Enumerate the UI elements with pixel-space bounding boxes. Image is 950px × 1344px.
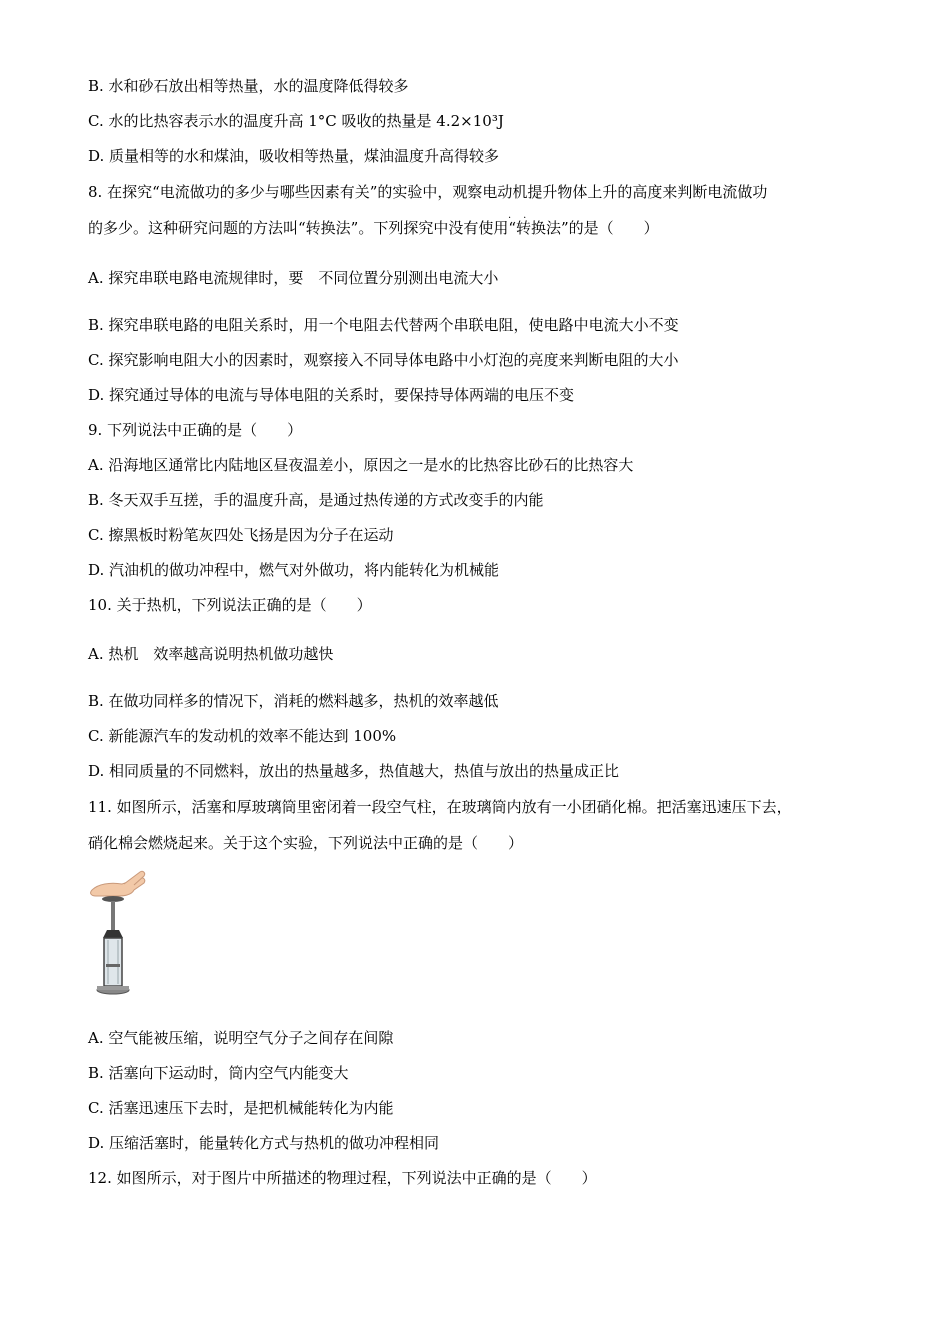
q10-option-d: D. 相同质量的不同燃料，放出的热量越多，热值越大，热值与放出的热量成正比 — [88, 762, 620, 780]
q7-option-d: D. 质量相等的水和煤油，吸收相等热量，煤油温度升高得较多 — [88, 147, 500, 165]
q10-option-c: C. 新能源汽车的发动机的效率不能达到 100% — [88, 727, 397, 745]
q7-option-b: B. 水和砂石放出相等热量，水的温度降低得较多 — [88, 77, 409, 95]
q11-stem-line-2: 硝化棉会燃烧起来。关于这个实验，下列说法中正确的是（ ） — [88, 834, 524, 852]
q8-option-b: B. 探究串联电路的电阻关系时，用一个电阻去代替两个串联电阻，使电路中电流大小不变 — [88, 316, 679, 334]
q9-stem: 9. 下列说法中正确的是（ ） — [88, 421, 303, 439]
q9-option-a: A. 沿海地区通常比内陆地区昼夜温差小，原因之一是水的比热容比砂石的比热容大 — [88, 456, 634, 474]
q8-stem-line-2: 的多少。这种研究问题的方法叫“转换法”。下列探究中没有使用“转换法”的是（ ） — [88, 219, 659, 237]
q9-option-d: D. 汽油机的做功冲程中，燃气对外做功，将内能转化为机械能 — [88, 561, 500, 579]
q9-option-b: B. 冬天双手互搓，手的温度升高，是通过热传递的方式改变手的内能 — [88, 491, 544, 509]
q12-stem: 12. 如图所示，对于图片中所描述的物理过程，下列说法中正确的是（ ） — [88, 1169, 597, 1187]
q8-stem-line-1: 8. 在探究“电流做功的多少与哪些因素有关”的实验中，观察电动机提升物体上升的高度来判断电流做功 — [88, 183, 768, 201]
q11-option-d: D. 压缩活塞时，能量转化方式与热机的做功冲程相同 — [88, 1134, 440, 1152]
q8-option-c: C. 探究影响电阻大小的因素时，观察接入不同导体电路中小灯泡的亮度来判断电阻的大小 — [88, 351, 679, 369]
q11-stem-line-1: 11. 如图所示，活塞和厚玻璃筒里密闭着一段空气柱，在玻璃筒内放有一小团硝化棉。把活塞迅速压下去， — [88, 798, 792, 816]
q11-option-b: B. 活塞向下运动时，筒内空气内能变大 — [88, 1064, 349, 1082]
q9-option-c: C. 擦黑板时粉笔灰四处飞扬是因为分子在运动 — [88, 526, 394, 544]
emphasis-dots: .. — [508, 210, 539, 221]
q10-option-a: A. 热机 效率越高说明热机做功越快 — [88, 645, 334, 663]
q8-option-d: D. 探究通过导体的电流与导体电阻的关系时，要保持导体两端的电压不变 — [88, 386, 575, 404]
q7-option-c: C. 水的比热容表示水的温度升高 1°C 吸收的热量是 4.2×10³J — [88, 112, 504, 130]
q11-option-c: C. 活塞迅速压下去时，是把机械能转化为内能 — [88, 1099, 394, 1117]
q8-option-a: A. 探究串联电路电流规律时，要 不同位置分别测出电流大小 — [88, 269, 499, 287]
q10-option-b: B. 在做功同样多的情况下，消耗的燃料越多，热机的效率越低 — [88, 692, 499, 710]
piston-glass-cylinder-icon — [88, 868, 150, 998]
q10-stem: 10. 关于热机，下列说法正确的是（ ） — [88, 596, 372, 614]
q11-option-a: A. 空气能被压缩，说明空气分子之间存在间隙 — [88, 1029, 394, 1047]
